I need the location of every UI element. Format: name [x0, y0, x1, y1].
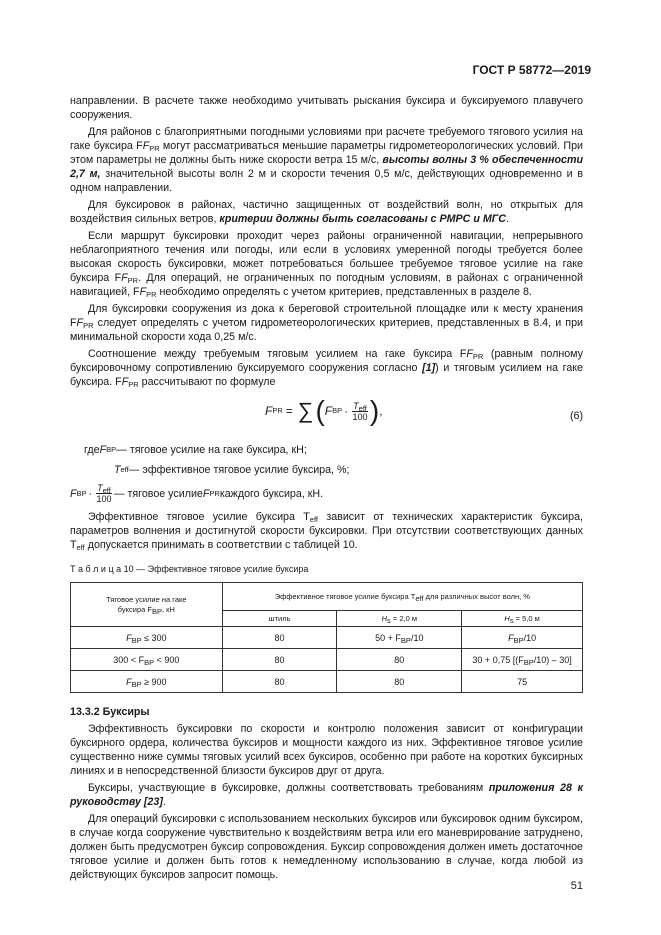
paragraph: Эффективность буксировки по скорости и контролю положения зависит от конфигурации буксирного ордера, количества буксиров и мощности каждого из них. Эффективное тяговое усилие существенно ниже суммы тяговых усилий всех буксиров, особенно при работе на коротких буксирных линиях и в непосредственной близости буксиров друг от друга. — [70, 723, 583, 777]
column-header-calm: штиль — [222, 611, 337, 627]
paragraph: Эффективное тяговое усилие буксира $T_{eff}$ зависит от технических характеристик буксира, параметров волнения и достигнутой скорости буксировки. При отсутствии соответствующих данных $T_{eff}$ допускается принимать в соответствии с таблицей 10. — [70, 511, 583, 552]
reference-link: приложения 28 к руководству [23] — [70, 782, 583, 808]
table-cell: $F_{BP}/10$ — [462, 627, 583, 649]
table-cell: $F_{BP} \ge 900$ — [71, 671, 223, 693]
paragraph: Для районов с благоприятными погодными условиями при расчете требуемого тягового усилия на гаке буксира $FF_{PR}$ могут рассматриваться меньшие параметры гидрометеорологических условий. При этом параметры не должны быть ниже скорости ветра 15 м/с, высоты волны 3 % обеспеченности 2,7 м, значительной высоты волн 2 м и скорости течения 0,5 м/с, действующих одновременно и в одном направлении. — [70, 126, 584, 194]
paragraph: Для буксировок в районах, частично защищенных от воздействий волн, но открытых для воздействия сильных ветров, критерии должны быть согласованы с РМРС и МГС. — [70, 199, 583, 225]
page-content — [70, 94, 583, 885]
formula-expression: F PR = ∑ ( F BP · $\frac{T_{eff}}{100}$ ) , — [265, 395, 383, 426]
paragraph: Буксиры, участвующие в буксировке, должны соответствовать требованиям приложения 28 к руководству [23]. — [70, 782, 583, 808]
paragraph: Соотношение между требуемым тяговым усилием на гаке буксира $FF_{PR}$ (равным полному буксировочному сопротивлению буксируемого сооружения согласно [1]) и тяговым усилием на гаке буксира. $FF_{PR}$ рассчитывают по формуле — [70, 348, 583, 389]
paragraph: Для операций буксировки с использованием нескольких буксиров или буксировок одним буксиром, в случае когда сооружение чувствительно к воздействиям ветра или его маневрирование затруднено, должен быть предусмотрен буксир сопровождения. Буксир сопровождения должен иметь достаточное тяговое усилие и должен быть готов к немедленному использованию в случае, когда любой из действующих буксиров запросит помощь. — [70, 813, 583, 881]
table-cell: 80 — [337, 649, 462, 671]
emphasis: критерии должны быть согласованы с РМРС и МГС — [219, 213, 506, 225]
formula-number: (6) — [569, 410, 583, 422]
paragraph: Для буксировки сооружения из дока к береговой строительной площадке или к месту хранения $FF_{PR}$ следует определять с учетом гидрометеорологических критериев, представленных в 8.4, и при минимальной скорости хода 0,25 м/с. — [70, 303, 583, 343]
definition-teff: T eff — эффективное тяговое усилие буксира, %; — [114, 464, 350, 476]
column-header-effective: Эффективное тяговое усилие буксира $T_{eff}$ для различных высот волн, % — [222, 583, 582, 611]
table-caption: Т а б л и ц а 10 — Эффективное тяговое усилие буксира — [70, 564, 309, 574]
column-header-tug-force: Тяговое усилие на гаке буксира $F_{BP}$, кН — [71, 583, 223, 627]
definition-fbp: где F BP — тяговое усилие на гаке буксира, кН; — [84, 444, 307, 456]
column-header-hs5: $H_s = 5,0$ м — [462, 611, 583, 627]
table-cell: 80 — [337, 671, 462, 693]
paragraph: Если маршрут буксировки проходит через районы ограниченной навигации, непрерывного неблагоприятного течения или погоды, или если в условиях умеренной погоды требуется более высокая скорость буксировки, может потребоваться большее требуемое тяговое усилие на гаке буксира $FF_{PR}$. Для операций, не ограниченных по погодным условиям, в районах с ограниченной навигацией, $FF_{PR}$ необходимо определять с учетом критериев, представленных в разделе 8. — [70, 230, 583, 299]
document-number: ГОСТ Р 58772—2019 — [472, 63, 591, 77]
table-cell: $F_{BP} \le 300$ — [71, 627, 223, 649]
table-cell: 30 + 0,75 $[(F_{BP}/10) - 30]$ — [462, 649, 583, 671]
table-row — [71, 627, 583, 649]
page-number: 51 — [570, 880, 583, 892]
definition-product: F BP · $\frac{T_{eff}}{100}$ — тяговое усилие F PR каждого буксира, кН. — [70, 483, 324, 504]
definitions — [70, 443, 583, 504]
table-cell: $300 < F_{BP} < 900$ — [71, 649, 223, 671]
sum-symbol: ∑ — [297, 398, 314, 423]
table-cell: 80 — [222, 627, 337, 649]
reference-link: [1] — [422, 362, 436, 374]
paragraph: направлении. В расчете также необходимо учитывать рыскания буксира и буксируемого плавучего сооружения. — [70, 95, 583, 121]
emphasis: высоты волны 3 % обеспеченности 2,7 м, — [70, 154, 583, 180]
table-cell: 75 — [462, 671, 583, 693]
table-row — [71, 671, 583, 693]
table-cell: 80 — [222, 671, 337, 693]
section-title: 13.3.2 Буксиры — [70, 706, 150, 718]
table-cell: $50 + F_{BP}/10$ — [337, 627, 462, 649]
column-header-hs2: $H_s = 2,0$ м — [337, 611, 462, 627]
table-10 — [70, 582, 583, 693]
fraction: $\frac{T_{eff}}{100}$ — [352, 400, 368, 422]
table-row — [71, 649, 583, 671]
table-cell: 80 — [222, 649, 337, 671]
formula-6 — [70, 395, 583, 435]
